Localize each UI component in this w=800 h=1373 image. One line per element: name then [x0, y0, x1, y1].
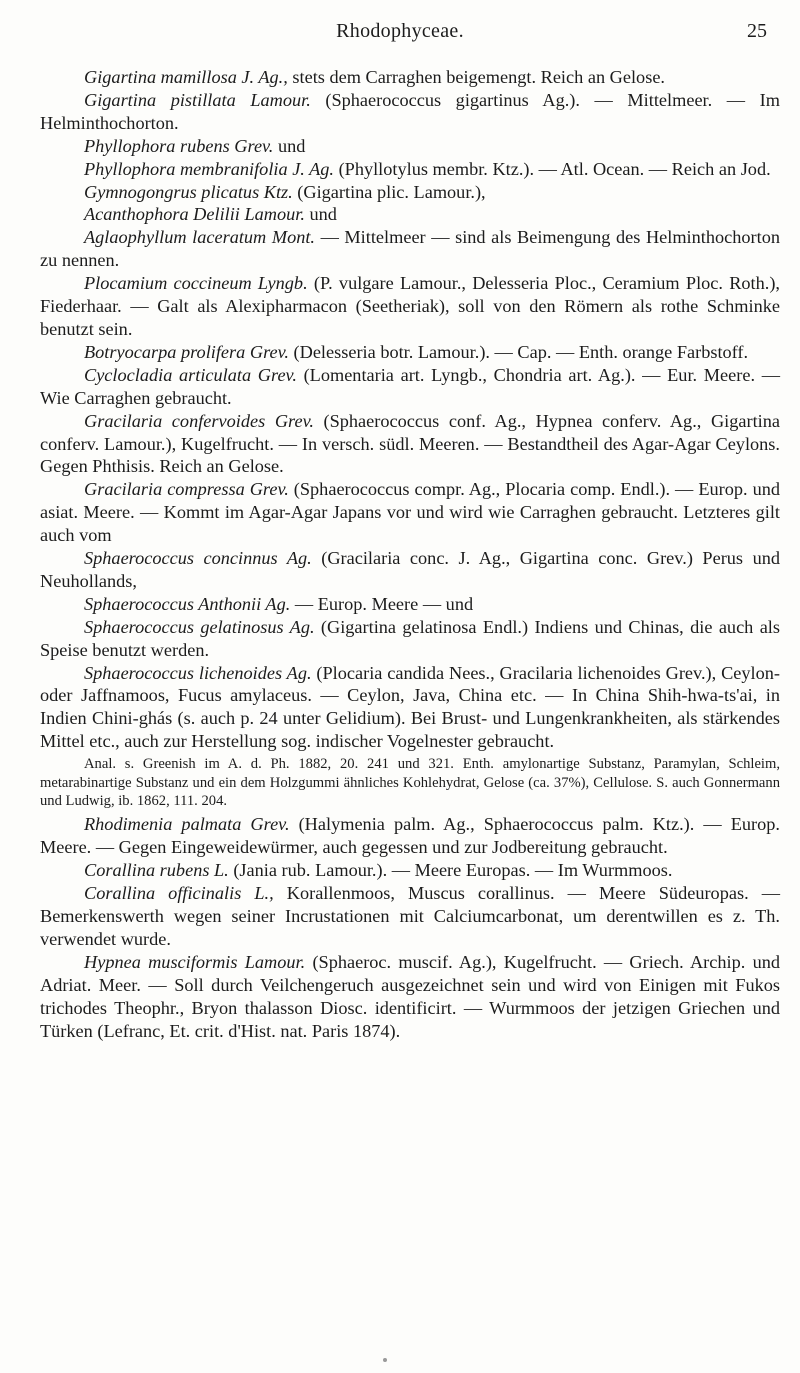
- species-name: Sphaerococcus concinnus Ag.: [84, 548, 312, 569]
- species-description: (Gigartina gelatinosa Endl.) Indiens und Chinas, die auch als Speise benutzt werden.: [40, 616, 780, 660]
- species-entry: [40, 226, 780, 272]
- species-name: Plocamium coccineum Lyngb.: [84, 273, 308, 294]
- species-name: Gracilaria compressa Grev.: [84, 479, 289, 500]
- species-entry: [40, 181, 780, 204]
- species-entry: [40, 66, 780, 89]
- species-description: (Sphaerococcus compr. Ag., Plocaria comp. Endl.). — Europ. und asiat. Meere. — Kommt im Agar-Agar Japans vor und wird wie Carraghen gebraucht. Letzteres gilt auch vom: [40, 479, 780, 546]
- species-description: (Sphaerococcus conf. Ag., Hypnea conferv. Ag., Gigartina conferv. Lamour.), Kugelfrucht. — In versch. südl. Meeren. — Bestandtheil des Agar-Agar Ceylons. Gegen Phthisis. Reich an Gelose.: [40, 410, 780, 477]
- species-name: Rhodimenia palmata Grev.: [84, 814, 290, 835]
- page-number: 25: [747, 20, 767, 42]
- species-name: Hypnea musciformis Lamour.: [84, 951, 306, 972]
- species-name: Corallina officinalis L.,: [84, 883, 274, 904]
- species-description: (Gracilaria conc. J. Ag., Gigartina conc. Grev.) Perus und Neuhollands,: [40, 548, 780, 591]
- species-description: (Sphaerococcus gigartinus Ag.). — Mittelmeer. — Im Helminthochorton.: [40, 89, 780, 133]
- species-entry: [40, 859, 780, 882]
- species-name: Phyllophora membranifolia J. Ag.: [84, 158, 334, 179]
- species-entry: [40, 593, 780, 616]
- species-name: Aglaophyllum laceratum Mont.: [84, 227, 315, 248]
- species-entry: [40, 203, 780, 226]
- species-name: Gracilaria confervoides Grev.: [84, 410, 314, 431]
- species-entry: [40, 272, 780, 341]
- print-speck: [383, 1358, 387, 1362]
- species-description: (Sphaeroc. muscif. Ag.), Kugelfrucht. — Griech. Archip. und Adriat. Meer. — Soll durch Veilchengeruch ausgezeichnet sein und wird von Einigen mit Fukos trichodes Theophr., Bryon thalasson Diosc. identificirt. — Wurmmoos der jetzigen Griechen und Türken (Lefranc, Et. crit. d'Hist. nat. Paris 1874).: [40, 951, 780, 1041]
- page-body: [40, 66, 780, 1042]
- page-header: [0, 20, 800, 48]
- species-description: (Halymenia palm. Ag., Sphaerococcus palm. Ktz.). — Europ. Meere. — Gegen Eingeweidewürmer, auch gegessen und zur Jodbereitung gebraucht.: [40, 814, 780, 858]
- species-description: (P. vulgare Lamour., Delesseria Ploc., Ceramium Ploc. Roth.), Fiederhaar. — Galt als Alexipharmacon (Seetheriak), soll von den Römern als rothe Schminke benutzt sein.: [40, 273, 780, 339]
- species-description: (Jania rub. Lamour.). — Meere Europas. — Im Wurmmoos.: [228, 860, 673, 881]
- species-description: und: [304, 204, 337, 225]
- species-entry: [40, 547, 780, 593]
- species-description: (Phyllotylus membr. Ktz.). — Atl. Ocean. — Reich an Jod.: [334, 158, 771, 179]
- species-description: und: [273, 135, 306, 156]
- species-entry: [40, 135, 780, 158]
- species-entry: [40, 410, 780, 479]
- species-entry: [40, 89, 780, 135]
- species-description: stets dem Carraghen beigemengt. Reich an Gelose.: [287, 67, 665, 87]
- species-name: Gigartina pistillata Lamour.: [84, 89, 311, 110]
- species-name: Sphaerococcus gelatinosus Ag.: [84, 616, 315, 637]
- species-name: Phyllophora rubens Grev.: [84, 135, 274, 156]
- species-name: Gymnogongrus plicatus Ktz.: [84, 181, 293, 202]
- species-description: (Gigartina plic. Lamour.),: [292, 181, 486, 202]
- species-name: Acanthophora Delilii Lamour.: [84, 204, 305, 225]
- species-description: (Lomentaria art. Lyngb., Chondria art. Ag.). — Eur. Meere. — Wie Carraghen gebraucht.: [40, 364, 780, 408]
- species-name: Cyclocladia articulata Grev.: [84, 364, 297, 385]
- species-description: — Europ. Meere — und: [290, 593, 474, 614]
- species-entry: [40, 478, 780, 547]
- species-name: Sphaerococcus lichenoides Ag.: [84, 662, 312, 683]
- species-name: Botryocarpa prolifera Grev.: [84, 341, 289, 362]
- species-entry: [40, 662, 780, 754]
- species-name: Sphaerococcus Anthonii Ag.: [84, 593, 291, 614]
- species-entry: [40, 158, 780, 181]
- species-entry: [40, 951, 780, 1043]
- species-description: (Plocaria candida Nees., Gracilaria lichenoides Grev.), Ceylon- oder Jaffnamoos, Fucus amylaceus. — Ceylon, Java, China etc. — In China Shih-hwa-ts'ai, in Indien Chini-ghás (s. auch p. 24 unter Gelidium). Bei Brust- und Lungenkrankheiten, als stärkendes Mittel etc., auch zur Herstellung sog. indischer Vogelnester gebraucht.: [40, 662, 780, 752]
- analysis-note: Anal. s. Greenish im A. d. Ph. 1882, 20. 241 und 321. Enth. amylonartige Substanz, Paramylan, Schleim, metarabinartige Substanz und ein dem Holzgummi ähnliches Kohlehydrat, Gelose (ca. 37%), Cellulose. S. auch Gonnermann und Ludwig, ib. 1862, 111. 204.: [40, 756, 780, 809]
- species-description: (Delesseria botr. Lamour.). — Cap. — Enth. orange Farbstoff.: [288, 341, 749, 362]
- species-name: Gigartina mamillosa J. Ag.,: [84, 67, 288, 87]
- species-entry: [40, 341, 780, 364]
- species-name: Corallina rubens L.: [84, 860, 229, 881]
- species-entry: [40, 616, 780, 662]
- species-entry: [40, 364, 780, 410]
- species-description: Korallenmoos, Muscus corallinus. — Meere Südeuropas. — Bemerkenswerth wegen seiner Incrustationen mit Calciumcarbonat, um derentwillen es z. Th. verwendet wurde.: [40, 883, 780, 949]
- species-entry: [40, 813, 780, 859]
- species-entry: [40, 882, 780, 951]
- running-title: Rhodophyceae.: [336, 20, 464, 42]
- species-description: — Mittelmeer — sind als Beimengung des Helminthochorton zu nennen.: [40, 227, 780, 271]
